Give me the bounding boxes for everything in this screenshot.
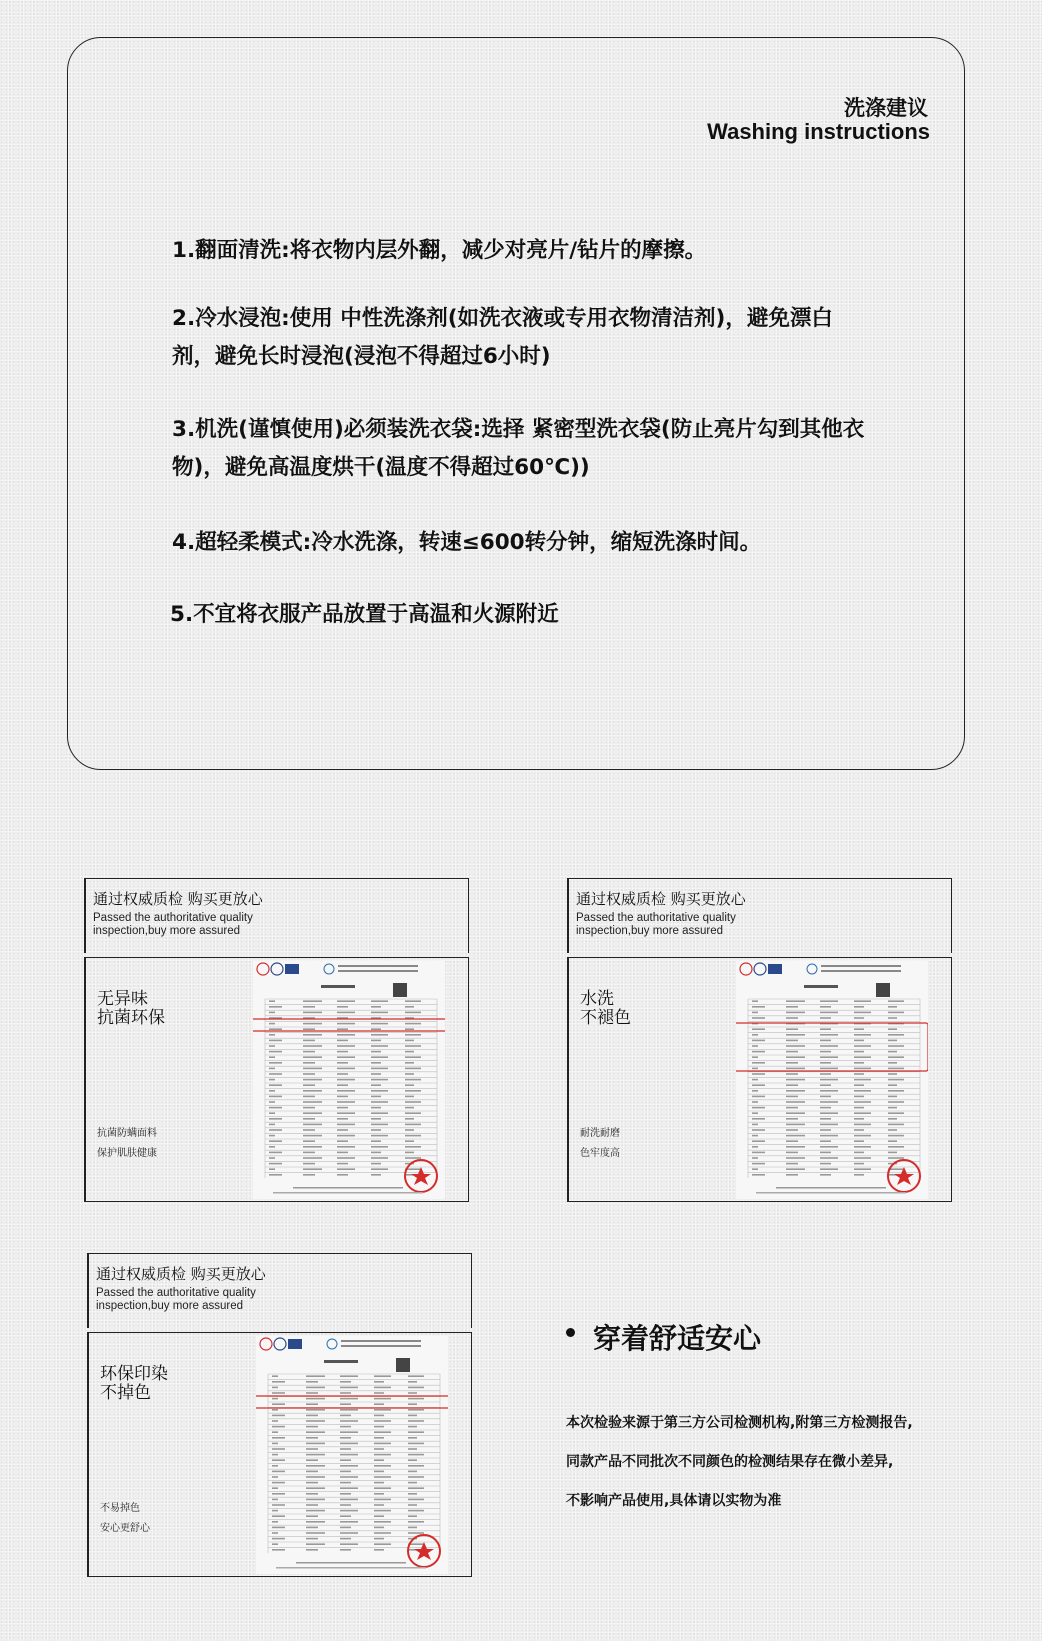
card-feature: 环保印染 不掉色	[100, 1364, 168, 1403]
washing-item-2: 2.冷水浸泡:使用 中性洗涤剂(如洗衣液或专用衣物清洁剂)，避免漂白剂，避免长时浸泡(浸泡不得超过6小时)	[172, 306, 833, 369]
card-body	[567, 957, 952, 1202]
card-title: 通过权威质检 购买更放心	[96, 1265, 266, 1283]
card-header	[87, 1253, 472, 1328]
card-title: 通过权威质检 购买更放心	[93, 890, 263, 908]
test-report-image	[736, 961, 928, 1199]
card-subtitle-en: Passed the authoritative quality inspection,buy more assured	[93, 912, 253, 937]
card-header	[84, 878, 469, 953]
card-sub-1: 不易掉色	[100, 1503, 140, 1514]
card-sub-2: 安心更舒心	[100, 1523, 150, 1534]
card-sub-1: 耐洗耐磨	[580, 1128, 620, 1139]
comfort-line-1: 本次检验来源于第三方公司检测机构,附第三方检测报告,	[566, 1415, 913, 1431]
card-title: 通过权威质检 购买更放心	[576, 890, 746, 908]
washing-item-4: 4.超轻柔模式:冷水洗涤，转速≤600转分钟，缩短洗涤时间。	[172, 530, 762, 555]
comfort-line-2: 同款产品不同批次不同颜色的检测结果存在微小差异,	[566, 1454, 894, 1470]
card-header	[567, 878, 952, 953]
card-feature: 水洗 不褪色	[580, 989, 631, 1028]
washing-item-1: 1.翻面清洗:将衣物内层外翻，减少对亮片/钻片的摩擦。	[172, 238, 707, 263]
card-body	[84, 957, 469, 1202]
card-subtitle-en: Passed the authoritative quality inspection,buy more assured	[96, 1287, 256, 1312]
card-sub-2: 色牢度高	[580, 1148, 620, 1159]
comfort-title: 穿着舒适安心	[593, 1322, 762, 1355]
quality-card-3	[87, 1253, 472, 1577]
quality-card-1	[84, 878, 469, 1202]
card-sub-2: 保护肌肤健康	[97, 1148, 157, 1159]
card-subtitle-en: Passed the authoritative quality inspection,buy more assured	[576, 912, 736, 937]
washing-item-3: 3.机洗(谨慎使用)必须装洗衣袋:选择 紧密型洗衣袋(防止亮片勾到其他衣物)，避免高温度烘干(温度不得超过60℃))	[172, 417, 865, 480]
washing-title-en: Washing instructions	[707, 119, 930, 144]
quality-card-2	[567, 878, 952, 1202]
bullet-icon	[566, 1328, 575, 1337]
washing-item-5: 5.不宜将衣服产品放置于高温和火源附近	[170, 602, 559, 627]
test-report-image	[253, 961, 445, 1199]
card-feature: 无异味 抗菌环保	[97, 989, 165, 1028]
card-body	[87, 1332, 472, 1577]
test-report-image	[256, 1336, 448, 1574]
washing-title-cn: 洗涤建议	[844, 96, 928, 120]
comfort-line-3: 不影响产品使用,具体请以实物为准	[566, 1493, 782, 1509]
washing-instructions-panel	[67, 37, 965, 770]
card-sub-1: 抗菌防螨面料	[97, 1128, 157, 1139]
